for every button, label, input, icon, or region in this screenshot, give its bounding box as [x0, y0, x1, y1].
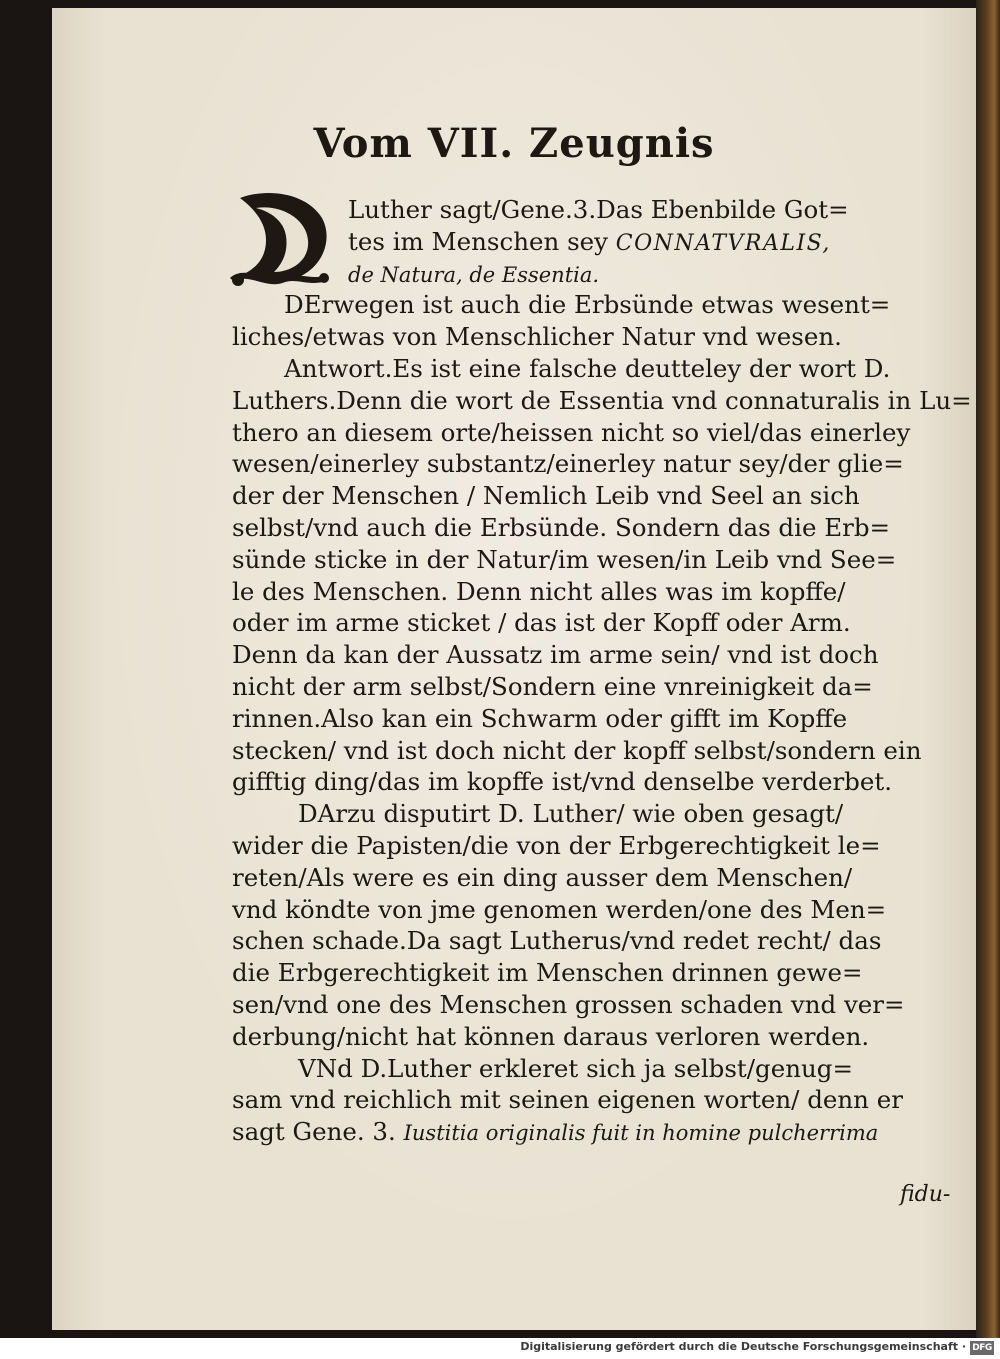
line-text: Luther sagt/Gene.3.Das Ebenbilde Got= [348, 195, 849, 224]
dfg-logo-icon: DFG [970, 1341, 994, 1355]
text-line [232, 957, 972, 989]
funding-credit: Digitalisierung gefördert durch die Deutsche Forschungsgemeinschaft · [520, 1340, 966, 1353]
text-line [232, 289, 972, 321]
line-text: rinnen.Also kan ein Schwarm oder gifft im Kopffe [232, 703, 848, 733]
text-line [232, 703, 972, 735]
catchword: fidu- [900, 1182, 951, 1207]
line-text: sünde sticke in der Natur/im wesen/in Leib vnd See= [232, 544, 897, 574]
text-line [232, 862, 972, 894]
text-line [232, 385, 972, 417]
line-text: sen/vnd one des Menschen grossen schaden vnd ver= [232, 989, 905, 1019]
text-line [232, 448, 972, 480]
text-line [232, 1116, 972, 1148]
line-text: oder im arme sticket / das ist der Kopff oder Arm. [232, 608, 851, 638]
text-line [232, 194, 972, 226]
line-text: Luthers.Denn die wort de Essentia vnd connaturalis in Lu= [232, 385, 972, 415]
line-text: Denn da kan der Aussatz im arme sein/ vnd ist doch [232, 640, 879, 670]
line-text: reten/Als were es ein ding ausser dem Menschen/ [232, 862, 853, 892]
line-text: derbung/nicht hat können daraus verloren werden. [232, 1021, 870, 1051]
text-line [232, 989, 972, 1021]
line-text: wesen/einerley substantz/einerley natur sey/der glie= [232, 449, 904, 479]
line-latin-text: Iustitia originalis fuit in homine pulcherrima [403, 1121, 879, 1146]
line-text: le des Menschen. Denn nicht alles was im kopffe/ [232, 576, 846, 606]
text-line [232, 480, 972, 512]
text-line [232, 1053, 972, 1085]
book-fore-edge [976, 0, 1000, 1338]
line-text: gifftig ding/das im kopffe ist/vnd denselbe verderbet. [232, 767, 892, 797]
text-line [232, 544, 972, 576]
text-line [232, 417, 972, 449]
line-text: schen schade.Da sagt Lutherus/vnd redet recht/ das [232, 926, 882, 956]
text-line [232, 894, 972, 926]
text-line [232, 798, 972, 830]
line-latin-text: de Natura, de Essentia. [348, 262, 600, 287]
running-head: Vom VII. Zeugnis [313, 120, 715, 167]
line-text: liches/etwas von Menschlicher Natur vnd wesen. [232, 322, 842, 352]
page-scan [52, 8, 976, 1330]
line-text: Antwort.Es ist eine falsche deutteley der wort D. [284, 353, 891, 383]
line-text: stecken/ vnd ist doch nicht der kopff selbst/sondern ein [232, 735, 922, 765]
text-line [232, 512, 972, 544]
footer-bar [0, 1338, 1000, 1359]
line-text: vnd köndte von jme genomen werden/one des Men= [232, 894, 887, 924]
line-text: wider die Papisten/die von der Erbgerechtigkeit le= [232, 830, 881, 860]
line-text: tes im Menschen sey [348, 226, 616, 256]
text-line [232, 639, 972, 671]
text-line [232, 735, 972, 767]
line-text: DArzu disputirt D. Luther/ wie oben gesagt/ [298, 799, 844, 829]
text-line [232, 766, 972, 798]
text-line [232, 1021, 972, 1053]
line-text: nicht der arm selbst/Sondern eine vnreinigkeit da= [232, 671, 873, 701]
body-text [232, 194, 972, 1148]
line-text: sam vnd reichlich mit seinen eigenen worten/ denn er [232, 1085, 903, 1115]
line-text: der der Menschen / Nemlich Leib vnd Seel an sich [232, 481, 860, 511]
line-latin-text: CONNATVRALIS, [615, 230, 831, 256]
line-text: sagt Gene. 3. [232, 1117, 404, 1147]
text-line [232, 353, 972, 385]
text-line [232, 1084, 972, 1116]
text-line [232, 607, 972, 639]
text-line [232, 671, 972, 703]
text-line [232, 830, 972, 862]
text-line [232, 925, 972, 957]
line-text: die Erbgerechtigkeit im Menschen drinnen gewe= [232, 958, 863, 988]
line-text: selbst/vnd auch die Erbsünde. Sondern das die Erb= [232, 512, 891, 542]
line-text: thero an diesem orte/heissen nicht so viel/das einerley [232, 417, 911, 447]
text-line [232, 226, 972, 258]
text-line [232, 258, 972, 290]
text-line [232, 576, 972, 608]
line-text: DErwegen ist auch die Erbsünde etwas wesent= [284, 290, 891, 320]
text-line [232, 321, 972, 353]
line-text: VNd D.Luther erkleret sich ja selbst/genug= [298, 1053, 853, 1083]
